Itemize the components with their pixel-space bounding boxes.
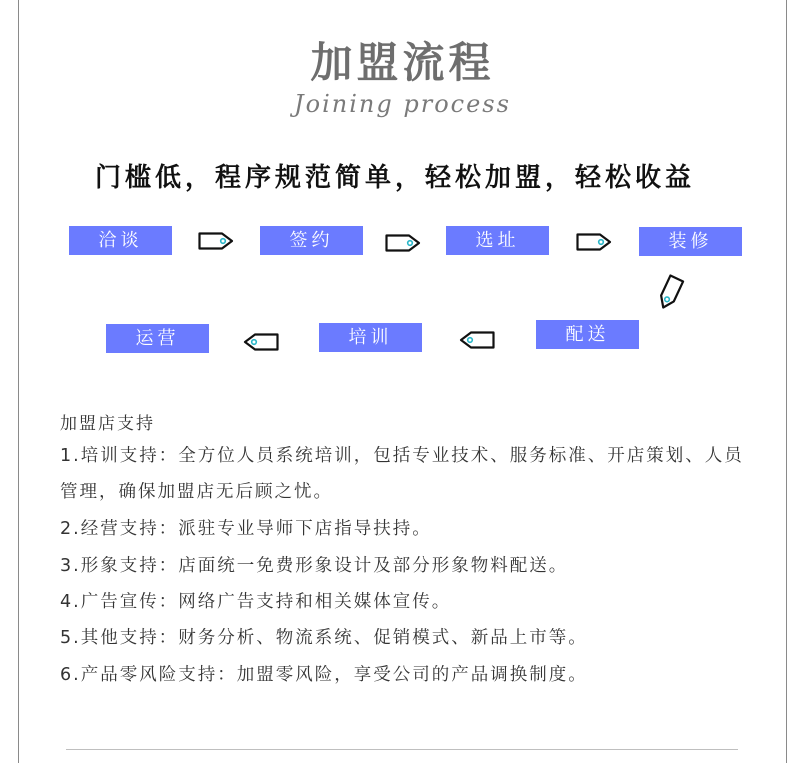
page-title: 加盟流程	[310, 38, 495, 87]
tag-arrow-right-icon	[198, 232, 234, 250]
support-item-other: 5.其他支持：财务分析、物流系统、促销模式、新品上市等。	[60, 628, 588, 648]
support-section-title: 加盟店支持	[60, 414, 155, 434]
support-item-advertising: 4.广告宣传：网络广告支持和相关媒体宣传。	[60, 592, 452, 612]
page-subtitle: Joining process	[294, 90, 511, 118]
support-item-image: 3.形象支持：店面统一免费形象设计及部分形象物料配送。	[60, 556, 569, 576]
step-operation: 运营	[106, 324, 209, 353]
step-delivery: 配送	[536, 320, 639, 349]
support-item-training: 1.培训支持：全方位人员系统培训，包括专业技术、服务标准、开店策划、人员管理，确保加盟店无后顾之忧。	[60, 446, 744, 502]
support-item-zero-risk: 6.产品零风险支持：加盟零风险，享受公司的产品调换制度。	[60, 665, 588, 685]
tagline: 门槛低，程序规范简单，轻松加盟，轻松收益	[95, 163, 696, 193]
step-sign-contract: 签约	[260, 226, 363, 255]
bottom-divider	[66, 749, 738, 750]
tag-arrow-down-icon	[650, 272, 690, 314]
step-site-selection: 选址	[446, 226, 549, 255]
step-training: 培训	[319, 323, 422, 352]
support-item-operation: 2.经营支持：派驻专业导师下店指导扶持。	[60, 519, 432, 539]
tag-arrow-left-icon	[243, 333, 279, 351]
tag-arrow-left-icon	[459, 331, 495, 349]
tag-arrow-right-icon	[576, 233, 612, 251]
step-negotiate: 洽谈	[69, 226, 172, 255]
tag-arrow-right-icon	[385, 234, 421, 252]
step-decoration: 装修	[639, 227, 742, 256]
